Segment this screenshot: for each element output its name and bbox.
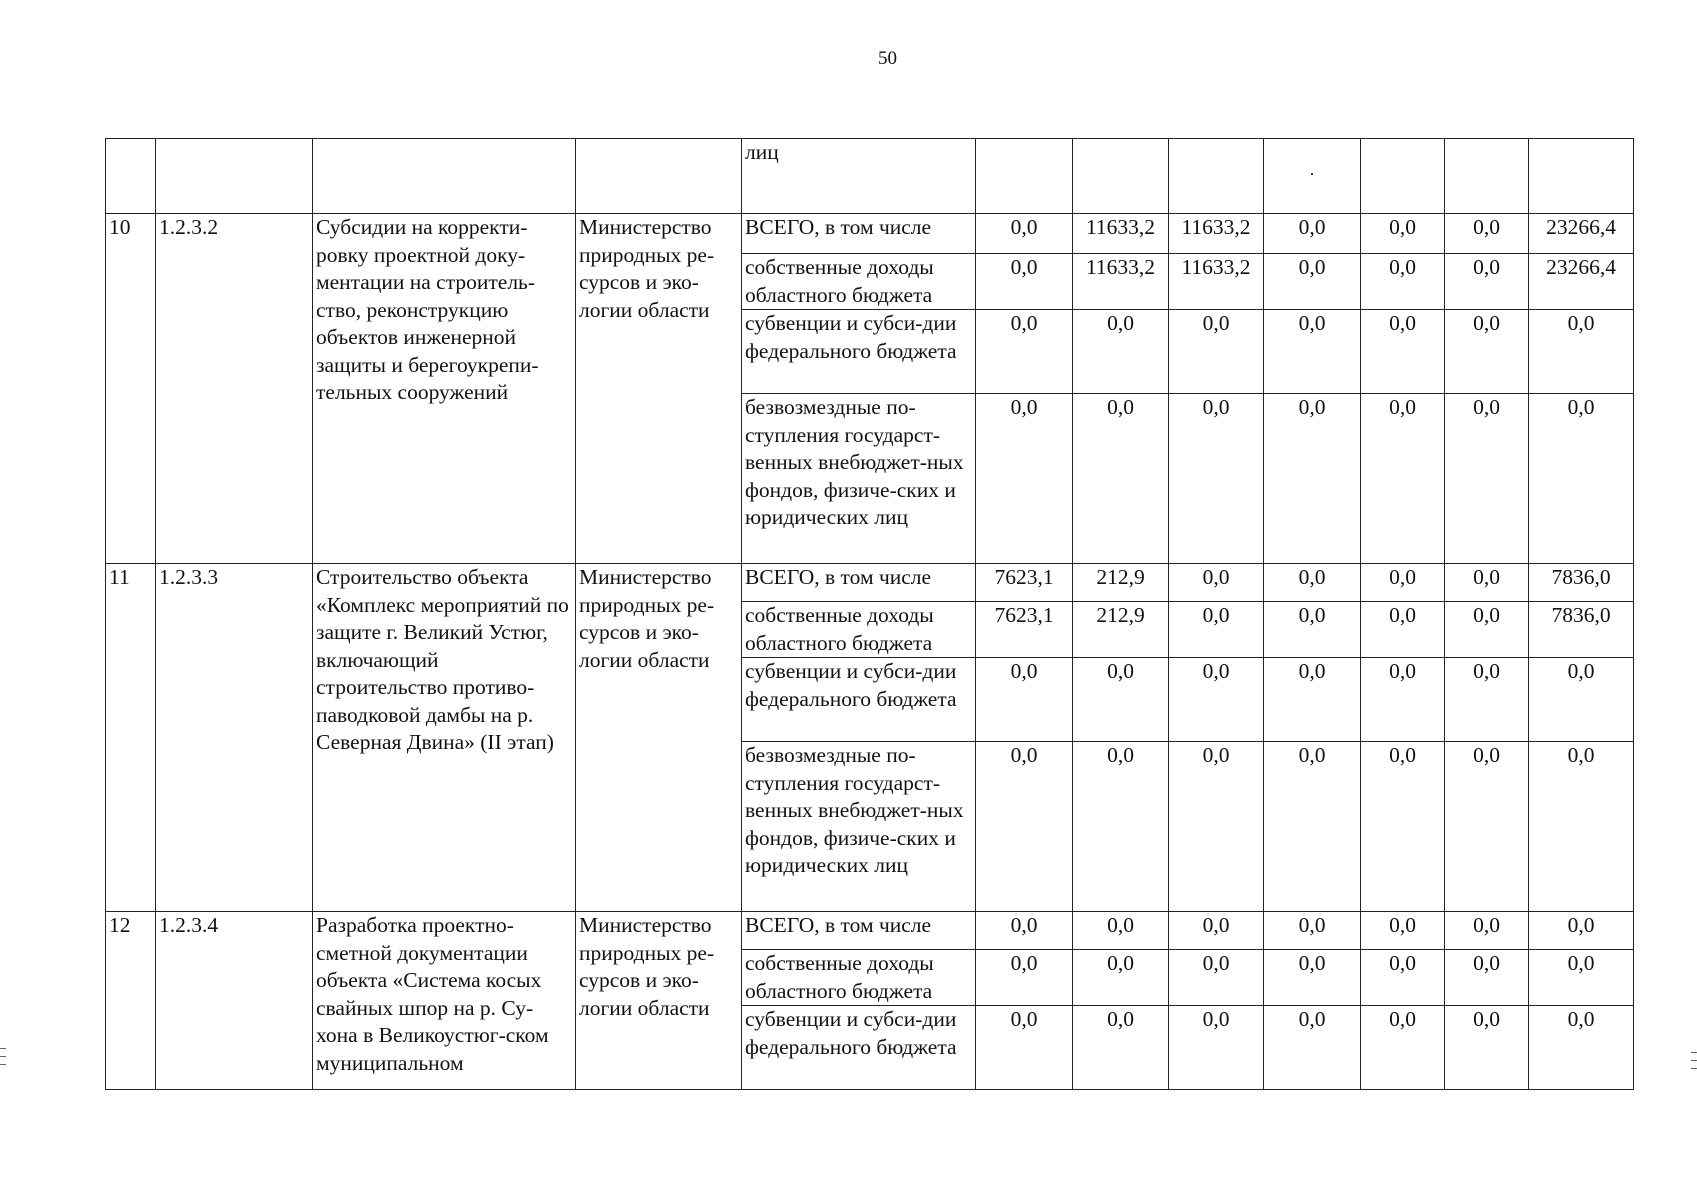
value-cell: 0,0	[1445, 310, 1529, 394]
value-cell: 0,0	[1445, 254, 1529, 310]
value-cell: 0,0	[1264, 742, 1361, 912]
value-cell: 0,0	[1073, 742, 1169, 912]
value-cell: 0,0	[1529, 658, 1634, 742]
value-cell: 23266,4	[1529, 254, 1634, 310]
value-cell: 0,0	[976, 214, 1073, 254]
value-cell: 0,0	[1445, 394, 1529, 564]
value-cell	[1445, 139, 1529, 214]
stray-dot-mark	[1311, 173, 1313, 175]
value-cell	[1264, 139, 1361, 214]
value-cell: 0,0	[1361, 564, 1445, 602]
funding-source-cell: собственные доходы областного бюджета	[742, 950, 976, 1006]
value-cell: 0,0	[1073, 1006, 1169, 1090]
value-cell: 0,0	[1529, 912, 1634, 950]
value-cell: 0,0	[976, 950, 1073, 1006]
value-cell: 0,0	[1073, 950, 1169, 1006]
name-cell	[313, 139, 576, 214]
value-cell: 7836,0	[1529, 602, 1634, 658]
value-cell: 0,0	[1169, 602, 1264, 658]
right-margin-ticks	[1691, 1052, 1697, 1076]
name-cell: Строительство объекта «Комплекс мероприятий по защите г. Великий Устюг, включающий строительство противо-паводковой дамбы на р. Северная Двина» (II этап)	[313, 564, 576, 912]
executor-cell	[576, 139, 742, 214]
value-cell	[976, 139, 1073, 214]
table-body	[106, 139, 1634, 1090]
value-cell: 0,0	[976, 310, 1073, 394]
value-cell: 0,0	[1073, 912, 1169, 950]
value-cell: 7623,1	[976, 564, 1073, 602]
row-number-cell: 12	[106, 912, 156, 1090]
value-cell: 0,0	[1529, 950, 1634, 1006]
value-cell: 0,0	[976, 658, 1073, 742]
value-cell: 0,0	[1445, 742, 1529, 912]
value-cell: 0,0	[1529, 742, 1634, 912]
row-number-cell	[106, 139, 156, 214]
value-cell: 7836,0	[1529, 564, 1634, 602]
code-cell	[156, 139, 313, 214]
value-cell: 0,0	[1445, 1006, 1529, 1090]
value-cell: 23266,4	[1529, 214, 1634, 254]
value-cell: 0,0	[1264, 912, 1361, 950]
value-cell: 0,0	[1361, 394, 1445, 564]
value-cell: 0,0	[1361, 950, 1445, 1006]
budget-table	[105, 138, 1634, 1090]
value-cell: 11633,2	[1169, 254, 1264, 310]
value-cell	[1073, 139, 1169, 214]
executor-cell: Министерство природных ре-сурсов и эко-логии области	[576, 214, 742, 564]
value-cell: 0,0	[1529, 1006, 1634, 1090]
name-cell: Разработка проектно-сметной документации объекта «Система косых свайных шпор на р. Су-хона в Великоустюг-ском муниципальном	[313, 912, 576, 1090]
value-cell: 0,0	[976, 742, 1073, 912]
value-cell: 0,0	[1361, 214, 1445, 254]
value-cell: 0,0	[1445, 214, 1529, 254]
value-cell: 0,0	[1264, 602, 1361, 658]
value-cell: 0,0	[1361, 742, 1445, 912]
value-cell: 0,0	[1169, 742, 1264, 912]
value-cell: 0,0	[1529, 310, 1634, 394]
funding-row	[106, 564, 1634, 602]
value-cell: 0,0	[976, 912, 1073, 950]
value-cell: 0,0	[1445, 912, 1529, 950]
row-number-cell: 11	[106, 564, 156, 912]
funding-source-cell: лиц	[742, 139, 976, 214]
value-cell: 0,0	[1361, 912, 1445, 950]
funding-source-cell: ВСЕГО, в том числе	[742, 564, 976, 602]
row-number-cell: 10	[106, 214, 156, 564]
value-cell	[1361, 139, 1445, 214]
name-cell: Субсидии на корректи-ровку проектной доку-ментации на строитель-ство, реконструкцию объектов инженерной защиты и берегоукрепи-тельных сооружений	[313, 214, 576, 564]
funding-source-cell: собственные доходы областного бюджета	[742, 602, 976, 658]
left-margin-ticks	[0, 1048, 6, 1072]
value-cell: 0,0	[1361, 310, 1445, 394]
funding-source-cell: безвозмездные по-ступления государст-венных внебюджет-ных фондов, физиче-ских и юридических лиц	[742, 742, 976, 912]
executor-cell: Министерство природных ре-сурсов и эко-логии области	[576, 564, 742, 912]
value-cell: 0,0	[1264, 950, 1361, 1006]
funding-source-cell: субвенции и субси-дии федерального бюджета	[742, 658, 976, 742]
funding-source-cell: ВСЕГО, в том числе	[742, 214, 976, 254]
value-cell: 11633,2	[1073, 214, 1169, 254]
value-cell: 0,0	[1264, 214, 1361, 254]
value-cell: 0,0	[1445, 602, 1529, 658]
value-cell: 0,0	[1264, 658, 1361, 742]
value-cell: 0,0	[1361, 1006, 1445, 1090]
code-cell: 1.2.3.2	[156, 214, 313, 564]
code-cell: 1.2.3.4	[156, 912, 313, 1090]
value-cell: 0,0	[1169, 658, 1264, 742]
page-number: 50	[878, 48, 897, 69]
value-cell: 0,0	[1169, 564, 1264, 602]
value-cell: 0,0	[1361, 602, 1445, 658]
value-cell: 0,0	[1529, 394, 1634, 564]
value-cell: 7623,1	[976, 602, 1073, 658]
funding-row	[106, 214, 1634, 254]
funding-source-cell: собственные доходы областного бюджета	[742, 254, 976, 310]
value-cell: 0,0	[1073, 394, 1169, 564]
value-cell: 0,0	[1445, 658, 1529, 742]
value-cell: 0,0	[1361, 658, 1445, 742]
value-cell: 0,0	[1264, 254, 1361, 310]
value-cell: 0,0	[1361, 254, 1445, 310]
value-cell: 212,9	[1073, 564, 1169, 602]
value-cell	[1169, 139, 1264, 214]
funding-row	[106, 912, 1634, 950]
value-cell: 0,0	[1169, 1006, 1264, 1090]
value-cell	[1529, 139, 1634, 214]
value-cell: 0,0	[1264, 310, 1361, 394]
value-cell: 0,0	[1169, 950, 1264, 1006]
funding-source-cell: ВСЕГО, в том числе	[742, 912, 976, 950]
funding-source-cell: субвенции и субси-дии федерального бюджета	[742, 310, 976, 394]
value-cell: 0,0	[976, 254, 1073, 310]
value-cell: 0,0	[1445, 950, 1529, 1006]
value-cell: 0,0	[1264, 1006, 1361, 1090]
funding-source-cell: субвенции и субси-дии федерального бюджета	[742, 1006, 976, 1090]
funding-source-cell: безвозмездные по-ступления государст-венных внебюджет-ных фондов, физиче-ских и юридических лиц	[742, 394, 976, 564]
value-cell: 0,0	[1169, 394, 1264, 564]
value-cell: 0,0	[1169, 912, 1264, 950]
value-cell: 0,0	[1169, 310, 1264, 394]
value-cell: 11633,2	[1073, 254, 1169, 310]
value-cell: 0,0	[1073, 310, 1169, 394]
value-cell: 11633,2	[1169, 214, 1264, 254]
value-cell: 0,0	[976, 1006, 1073, 1090]
value-cell: 0,0	[1073, 658, 1169, 742]
code-cell: 1.2.3.3	[156, 564, 313, 912]
value-cell: 0,0	[1264, 564, 1361, 602]
executor-cell: Министерство природных ре-сурсов и эко-логии области	[576, 912, 742, 1090]
value-cell: 0,0	[976, 394, 1073, 564]
continuation-row	[106, 139, 1634, 214]
value-cell: 0,0	[1445, 564, 1529, 602]
value-cell: 0,0	[1264, 394, 1361, 564]
value-cell: 212,9	[1073, 602, 1169, 658]
